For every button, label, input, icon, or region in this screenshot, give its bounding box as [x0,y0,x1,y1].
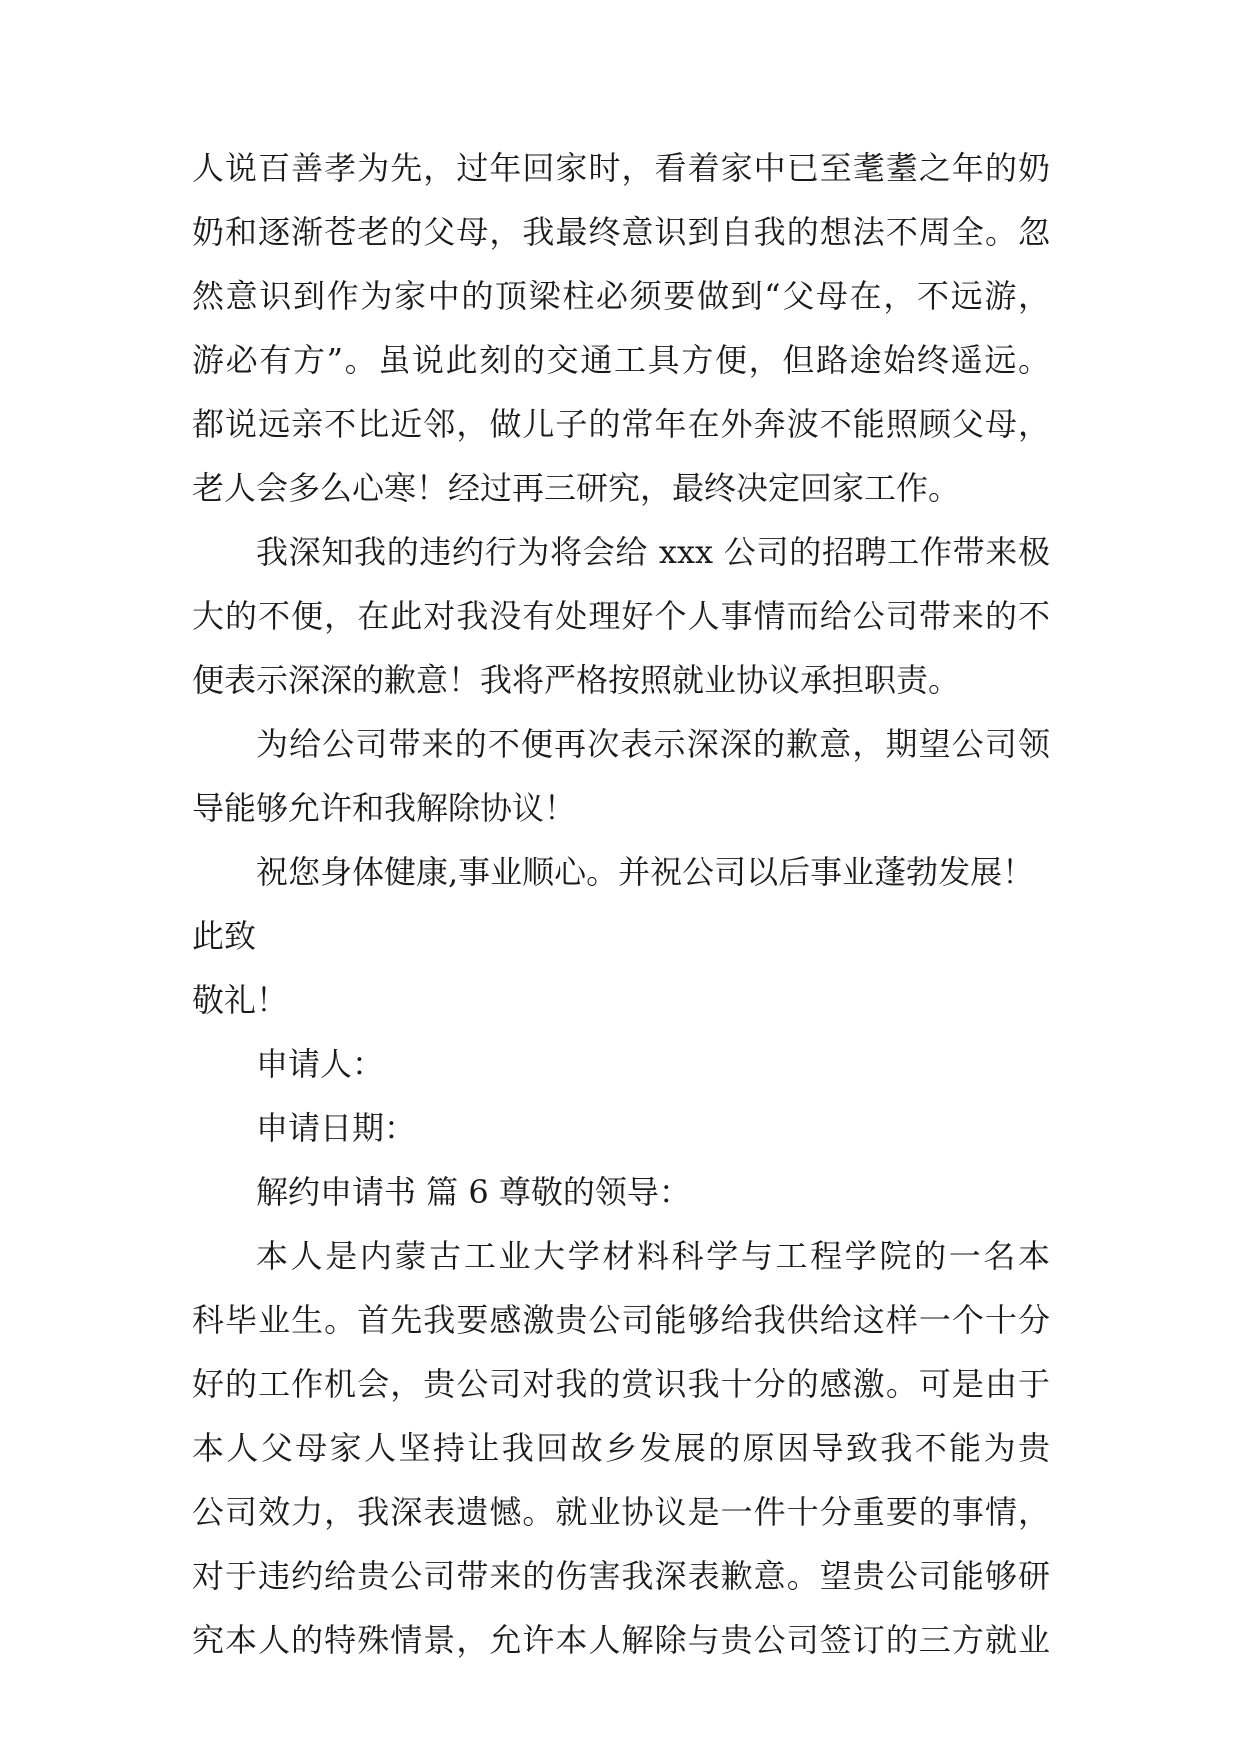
text-line: 为给公司带来的不便再次表示深深的歉意，期望公司领 [256,725,1050,763]
text-line: 游必有方”。虽说此刻的交通工具方便，但路途始终遥远。 [192,341,1050,379]
text-line: 我深知我的违约行为将会给 xxx 公司的招聘工作带来极 [256,533,1050,571]
text-line: 祝您身体健康,事业顺心。并祝公司以后事业蓬勃发展！ [256,853,1035,891]
text-line: 人说百善孝为先，过年回家时，看着家中已至耄耋之年的奶 [192,149,1050,187]
section-heading: 解约申请书 篇 6 尊敬的领导： [256,1173,691,1211]
text-line: 都说远亲不比近邻，做儿子的常年在外奔波不能照顾父母， [192,405,1050,443]
text-line: 对于违约给贵公司带来的伤害我深表歉意。望贵公司能够研 [192,1557,1050,1595]
text-line: 老人会多么心寒！经过再三研究，最终决定回家工作。 [192,469,961,507]
text-line: 究本人的特殊情景，允许本人解除与贵公司签订的三方就业 [192,1621,1050,1659]
closing-line: 此致 [192,917,257,955]
date-label: 申请日期： [256,1109,417,1147]
text-line: 公司效力，我深表遗憾。就业协议是一件十分重要的事情， [192,1493,1050,1531]
text-line: 本人父母家人坚持让我回故乡发展的原因导致我不能为贵 [192,1429,1050,1467]
text-line: 本人是内蒙古工业大学材料科学与工程学院的一名本 [256,1237,1050,1275]
text-line: 奶和逐渐苍老的父母，我最终意识到自我的想法不周全。忽 [192,213,1050,251]
text-line: 大的不便，在此对我没有处理好个人事情而给公司带来的不 [192,597,1050,635]
text-line: 然意识到作为家中的顶梁柱必须要做到“父母在，不远游， [192,277,1050,315]
applicant-label: 申请人： [256,1045,385,1083]
text-line: 好的工作机会，贵公司对我的赏识我十分的感激。可是由于 [192,1365,1050,1403]
text-line: 导能够允许和我解除协议！ [192,789,577,827]
text-line: 科毕业生。首先我要感激贵公司能够给我供给这样一个十分 [192,1301,1050,1339]
text-line: 便表示深深的歉意！我将严格按照就业协议承担职责。 [192,661,961,699]
closing-line: 敬礼！ [192,981,289,1019]
